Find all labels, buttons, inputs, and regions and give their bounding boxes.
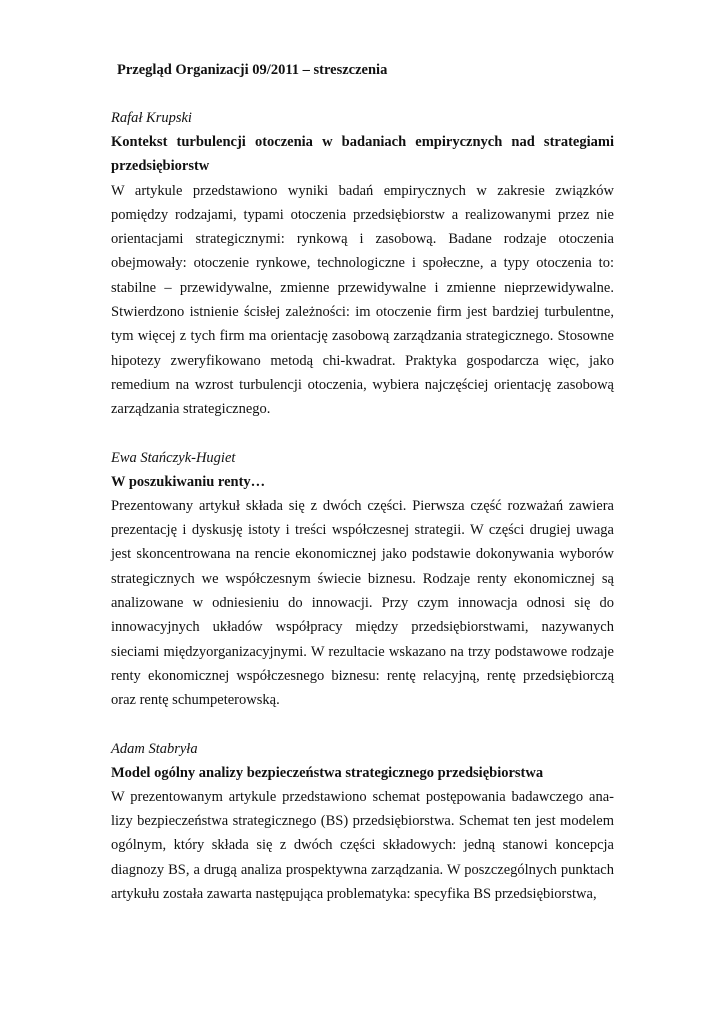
article-abstract: W prezentowanym artykule przedstawiono schemat postępowania badawczego ana-lizy bezpieczeństwa strategicznego (BS) przedsiębiorstwa. Schemat ten jest modelem ogólnym, który składa się z dwóch części składowych: jedną stanowi koncepcja diagnozy BS, a drugą analiza prospektywna zarządzania. W poszczególnych punktach artykułu została zawarta następująca problematyka: specyfika BS przedsiębiorstwa, [111,788,614,903]
article-section [111,446,614,713]
article-author: Adam Stabryła [111,740,198,757]
article-author: Rafał Krupski [111,110,192,126]
document-title: Przegląd Organizacji 09/2011 – streszczenia [117,62,388,78]
article-title: Model ogólny analizy bezpieczeństwa strategicznego przedsiębiorstwa [111,764,544,781]
article-title: W poszukiwaniu renty… [111,473,266,490]
article-author: Ewa Stańczyk-Hugiet [111,449,236,466]
document-page [111,58,614,906]
article-title: Kontekst turbulencji otoczenia w badaniach empirycznych nad strategiami przedsiębiorstw [111,134,614,175]
article-abstract: Prezentowany artykuł składa się z dwóch części. Pierwsza część rozważań zawiera prezentację i dyskusję istoty i treści współczesnej strategii. W części drugiej uwaga jest skoncentrowana na rencie ekonomicznej jako podstawie dokonywania wyborów strategicznych we współczesnym świecie biznesu. Rodzaje renty ekonomicznej są analizowane w odniesieniu do innowacji. Przy czym innowacja odnosi się do innowacyjnych układów współpracy między przedsiębiorstwami, nazywanych sieciami międzyorganizacyjnymi. W rezultacie wskazano na trzy podstawowe rodzaje renty ekonomicznej współczesnego biznesu: rentę relacyjną, rentę przedsiębiorczą oraz rentę schumpeterowską. [111,497,614,709]
article-section [111,106,614,422]
article-section [111,737,614,907]
article-abstract: W artykule przedstawiono wyniki badań empirycznych w zakresie związków pomiędzy rodzajami, typami otoczenia przedsiębiorstw a realizowanymi przez nie orientacjami strategicznymi: rynkową i zasobową. Badane rodzaje otoczenia obejmowały: otoczenie rynkowe, technologiczne i społeczne, a typy otoczenia to: stabilne – przewidywalne, zmienne przewidywalne i zmienne nieprzewidywalne. Stwierdzono istnienie ścisłej zależności: im otoczenie firm jest bardziej turbulentne, tym więcej z tych firm ma orientację zasobową zarządzania strategicznego. Stosowne hipotezy zweryfikowano metodą chi-kwadrat. Praktyka gospodarcza więc, jako remedium na wzrost turbulencji otoczenia, wybiera najczęściej orientację zasobową zarządzania strategicznego. [111,182,614,418]
